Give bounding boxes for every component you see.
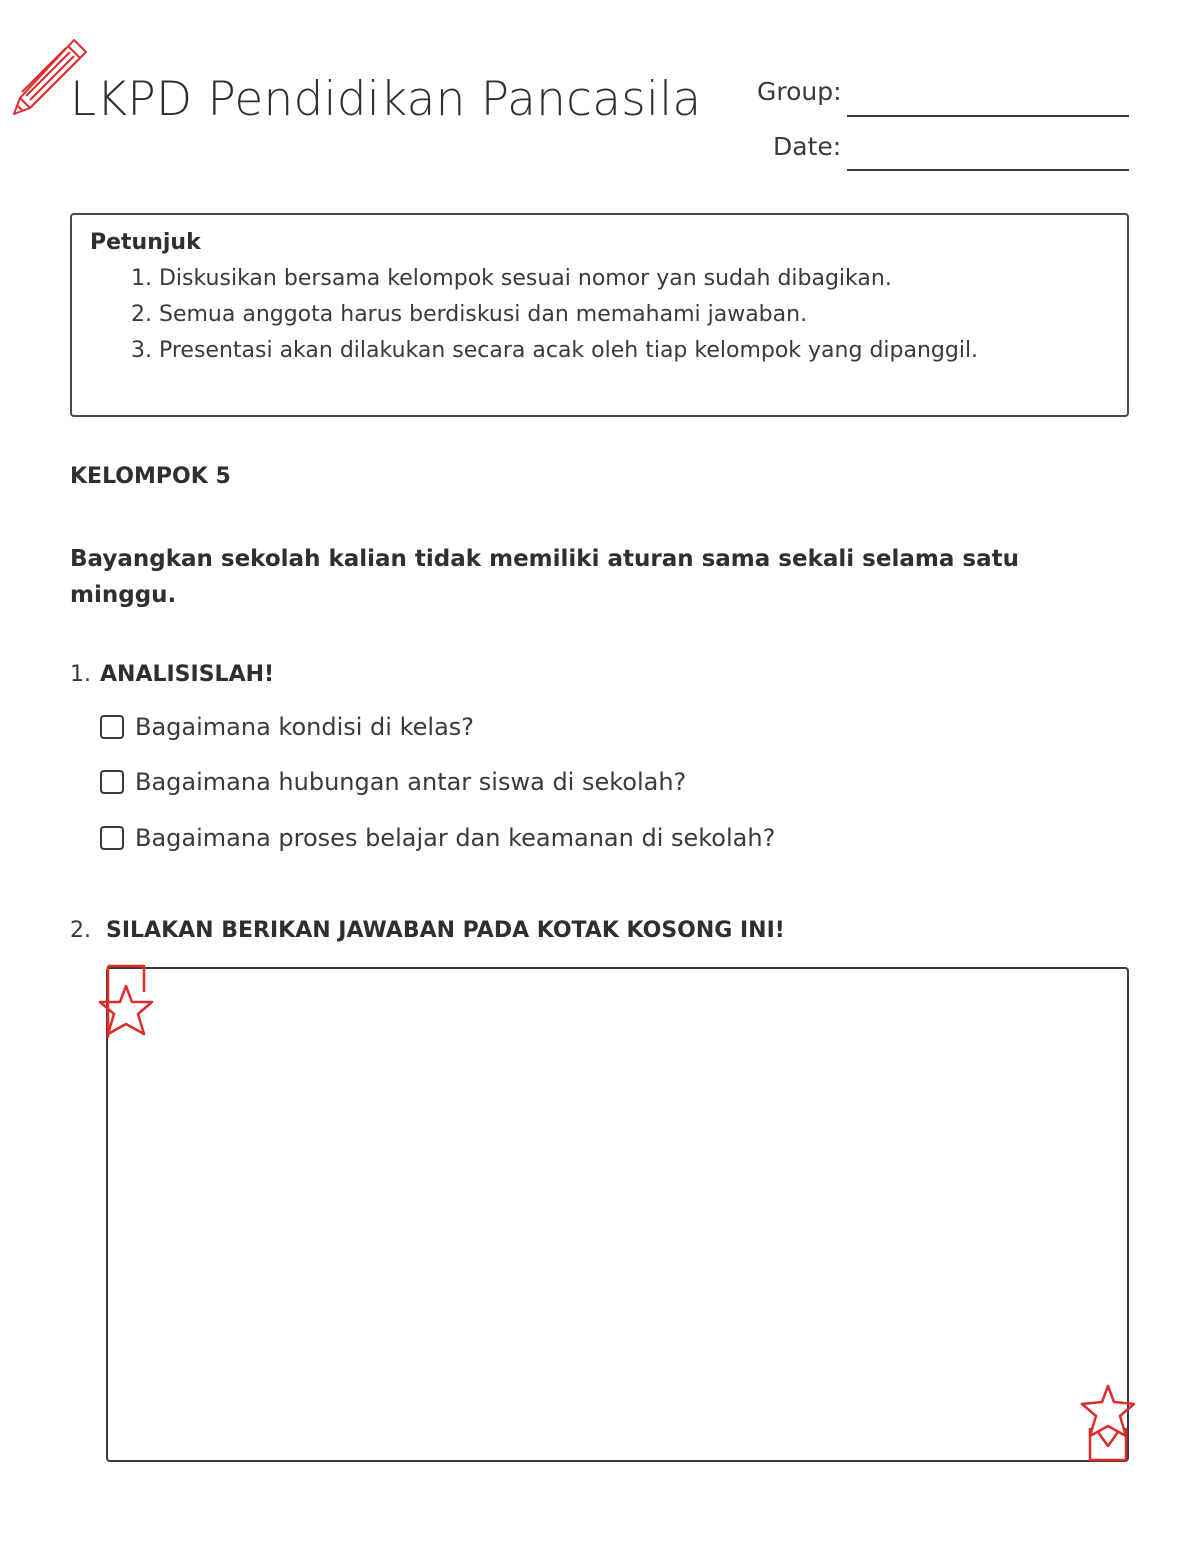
checklist-label: Bagaimana kondisi di kelas? xyxy=(135,713,475,741)
checkbox[interactable] xyxy=(100,770,124,794)
group-field-line[interactable] xyxy=(847,115,1129,117)
checkbox[interactable] xyxy=(100,715,124,739)
instructions-title: Petunjuk xyxy=(90,230,201,255)
instruction-item: 2. Semua anggota harus berdiskusi dan memahami jawaban. xyxy=(131,302,808,327)
task-2-heading: SILAKAN BERIKAN JAWABAN PADA KOTAK KOSONG INI! xyxy=(106,918,785,943)
scenario-text: Bayangkan sekolah kalian tidak memiliki aturan sama sekali selama satu minggu. xyxy=(70,546,1019,608)
task-2-number: 2. xyxy=(70,918,91,943)
checkbox[interactable] xyxy=(100,826,124,850)
group-heading: KELOMPOK 5 xyxy=(70,464,231,489)
instruction-item: 3. Presentasi akan dilakukan secara acak oleh tiap kelompok yang dipanggil. xyxy=(131,338,979,363)
group-label: Group: xyxy=(757,77,842,106)
task-1-number: 1. xyxy=(70,662,91,687)
checklist-label: Bagaimana proses belajar dan keamanan di sekolah? xyxy=(135,824,776,852)
date-field-line[interactable] xyxy=(847,169,1129,171)
checklist-label: Bagaimana hubungan antar siswa di sekolah? xyxy=(135,768,687,796)
task-1-heading: ANALISISLAH! xyxy=(100,662,275,687)
star-tag-icon xyxy=(96,964,158,1044)
page-title: LKPD Pendidikan Pancasila xyxy=(70,72,702,127)
answer-box[interactable] xyxy=(106,967,1129,1462)
date-label: Date: xyxy=(773,132,842,161)
star-tag-icon xyxy=(1076,1382,1138,1462)
instruction-item: 1. Diskusikan bersama kelompok sesuai nomor yan sudah dibagikan. xyxy=(131,266,892,291)
